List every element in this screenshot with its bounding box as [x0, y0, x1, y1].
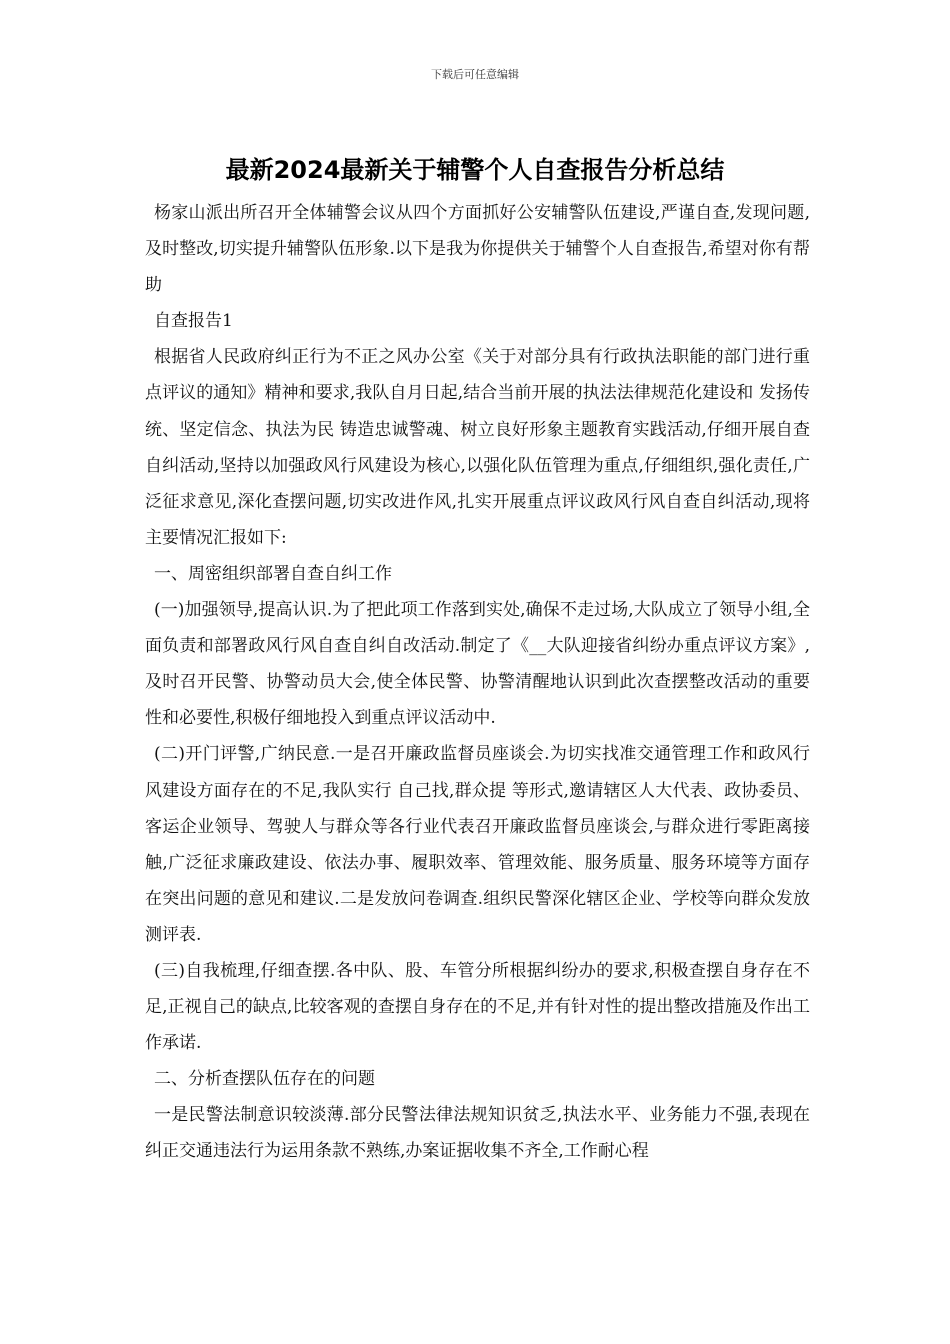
document-body — [145, 195, 810, 1170]
header-note: 下载后可任意编辑 — [431, 68, 519, 81]
section-heading-report-1: 自查报告1 — [154, 311, 233, 332]
body-paragraph: (三)自我梳理,仔细查摆.各中队、股、车管分所根据纠纷办的要求,积极查摆自身存在不足,正视自己的缺点,比较客观的查摆自身存在的不足,并有针对性的提出整改措施及作出工作承诺. — [145, 960, 810, 1054]
document-title: 最新2024最新关于辅警个人自查报告分析总结 — [225, 156, 725, 184]
body-paragraph: 一是民警法制意识较淡薄.部分民警法律法规知识贫乏,执法水平、业务能力不强,表现在纠正交通违法行为运用条款不熟练,办案证据收集不齐全,工作耐心程 — [145, 1105, 810, 1162]
body-paragraph: (二)开门评警,广纳民意.一是召开廉政监督员座谈会.为切实找准交通管理工作和政风行风建设方面存在的不足,我队实行 自己找,群众提 等形式,邀请辖区人大代表、政协委员、客运企业领导、驾驶人与群众等各行业代表召开廉政监督员座谈会,与群众进行零距离接触,广泛征求廉政建设、依法办事、履职效率、管理效能、服务质量、服务环境等方面存在突出问题的意见和建议.二是发放问卷调查.组织民警深化辖区企业、学校等向群众发放测评表. — [145, 744, 810, 945]
body-paragraph: (一)加强领导,提高认识.为了把此项工作落到实处,确保不走过场,大队成立了领导小组,全面负责和部署政风行风自查自纠自改活动.制定了《__大队迎接省纠纷办重点评议方案》,及时召开民警、协警动员大会,使全体民警、协警清醒地认识到此次查摆整改活动的重要性和必要性,积极仔细地投入到重点评议活动中. — [145, 600, 810, 729]
section-heading-2: 二、分析查摆队伍存在的问题 — [154, 1069, 375, 1090]
section-heading-1: 一、周密组织部署自查自纠工作 — [154, 563, 392, 584]
body-paragraph: 根据省人民政府纠正行为不正之风办公室《关于对部分具有行政执法职能的部门进行重点评议的通知》精神和要求,我队自月日起,结合当前开展的执法法律规范化建设和 发扬传统、坚定信念、执法为民 铸造忠诚警魂、树立良好形象主题教育实践活动,仔细开展自查自纠活动,坚持以加强政风行风建设为核心,以强化队伍管理为重点,仔细组织,强化责任,广泛征求意见,深化查摆问题,切实改进作风,扎实开展重点评议政风行风自查自纠活动,现将主要情况汇报如下: — [145, 347, 810, 548]
intro-paragraph: 杨家山派出所召开全体辅警会议从四个方面抓好公安辅警队伍建设,严谨自查,发现问题,及时整改,切实提升辅警队伍形象.以下是我为你提供关于辅警个人自查报告,希望对你有帮助 — [145, 203, 810, 296]
